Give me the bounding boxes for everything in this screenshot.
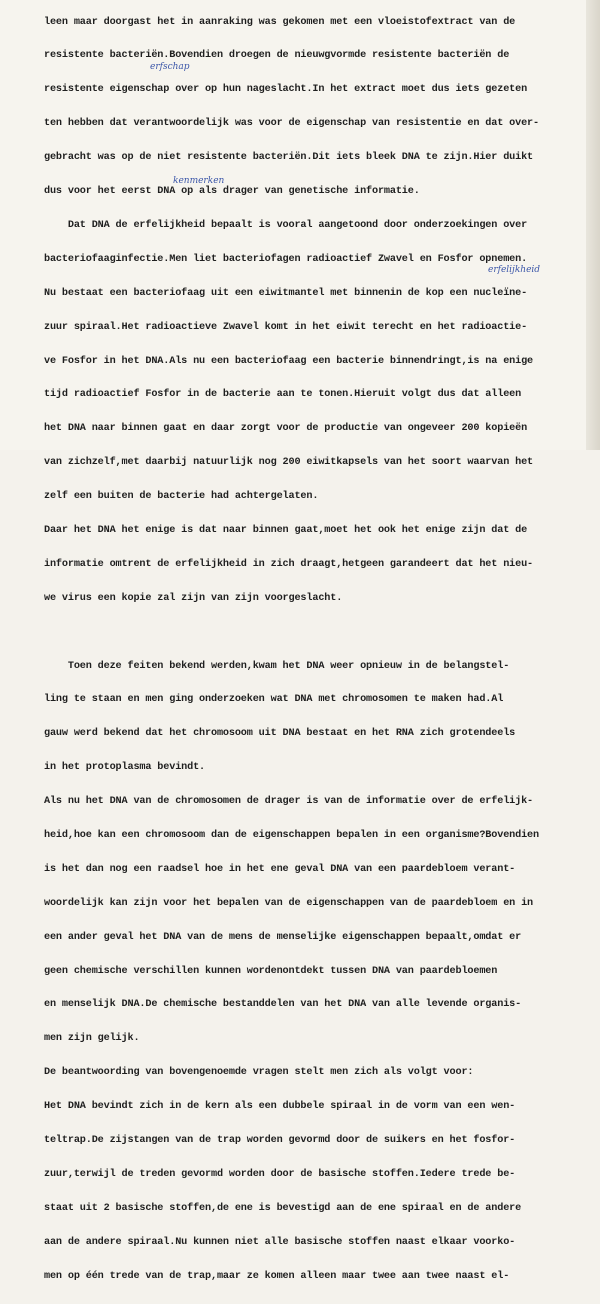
text-line: ten hebben dat verantwoordelijk was voor de eigenschap van resistentie en dat over- (44, 118, 539, 130)
text-line: heid,hoe kan een chromosoom dan de eigenschappen bepalen in een organisme?Bovendien (44, 829, 539, 841)
text-line: zuur,terwijl de treden gevormd worden door de basische stoffen.Iedere trede be- (44, 1168, 516, 1180)
text-line: het DNA naar binnen gaat en daar zorgt voor de productie van ongeveer 200 kopieën (44, 423, 528, 435)
text-line: en menselijk DNA.De chemische bestanddelen van het DNA van alle levende organis- (44, 999, 522, 1011)
text-line: bacteriofaaginfectie.Men liet bacteriofagen radioactief Zwavel en Fosfor opnemen. (44, 253, 528, 265)
text-line: Nu bestaat een bacteriofaag uit een eiwitmantel met binnenin de kop een nucleïne- (44, 287, 528, 299)
text-line: tijd radioactief Fosfor in de bacterie aan te tonen.Hieruit volgt dus dat alleen (44, 389, 522, 401)
text-line: resistente bacteriën.Bovendien droegen de nieuwgvormde resistente bacteriën de (44, 50, 510, 62)
text-line: men op één trede van de trap,maar ze komen alleen maar twee aan twee naast el- (44, 1270, 510, 1282)
text-line: geen chemische verschillen kunnen wordenontdekt tussen DNA van paardebloemen (44, 965, 498, 977)
handwritten-note: erfelijkheid (488, 265, 541, 275)
text-line: zelf een buiten de bacterie had achtergelaten. (44, 491, 319, 503)
text-line: Dat DNA de erfelijkheid bepaalt is vooral aangetoond door onderzoekingen over (44, 219, 528, 231)
text-line: woordelijk kan zijn voor het bepalen van de eigenschappen van de paardebloem en in (44, 897, 534, 909)
text-line: ve Fosfor in het DNA.Als nu een bacteriofaag een bacterie binnendringt,is na enige (44, 355, 534, 367)
text-line: gebracht was op de niet resistente bacteriën.Dit iets bleek DNA te zijn.Hier duikt (44, 152, 534, 164)
text-line: informatie omtrent de erfelijkheid in zich draagt,hetgeen garandeert dat het nieu- (44, 558, 534, 570)
text-line: we virus een kopie zal zijn van zijn voorgeslacht. (44, 592, 343, 604)
page-edge (586, 0, 600, 450)
text-line: Als nu het DNA van de chromosomen de drager is van de informatie over de erfelijk- (44, 796, 534, 808)
text-line: teltrap.De zijstangen van de trap worden gevormd door de suikers en het fosfor- (44, 1134, 516, 1146)
text-line: in het protoplasma bevindt. (44, 762, 206, 774)
typewritten-text (44, 0, 592, 1304)
text-line: Toen deze feiten bekend werden,kwam het DNA weer opnieuw in de belangstel- (44, 660, 510, 672)
text-line: ling te staan en men ging onderzoeken wat DNA met chromosomen te maken had.Al (44, 694, 504, 706)
text-line: gauw werd bekend dat het chromosoom uit DNA bestaat en het RNA zich grotendeels (44, 728, 516, 740)
text-line: resistente eigenschap over op hun nageslacht.In het extract moet dus iets gezeten (44, 84, 528, 96)
text-line: Het DNA bevindt zich in de kern als een dubbele spiraal in de vorm van een wen- (44, 1101, 516, 1113)
handwritten-note: kenmerken (173, 176, 225, 186)
text-line: aan de andere spiraal.Nu kunnen niet alle basische stoffen naast elkaar voorko- (44, 1236, 516, 1248)
text-line: is het dan nog een raadsel hoe in het ene geval DNA van een paardebloem verant- (44, 863, 516, 875)
text-line: leen maar doorgast het in aanraking was gekomen met een vloeistofextract van de (44, 16, 516, 28)
text-line: dus voor het eerst DNA op als drager van genetische informatie. (44, 186, 420, 198)
text-line: staat uit 2 basische stoffen,de ene is bevestigd aan de ene spiraal en de andere (44, 1202, 522, 1214)
text-line: een ander geval het DNA van de mens de menselijke eigenschappen bepaalt,omdat er (44, 931, 522, 943)
text-line: De beantwoording van bovengenoemde vragen stelt men zich als volgt voor: (44, 1067, 474, 1079)
text-line: van zichzelf,met daarbij natuurlijk nog 200 eiwitkapsels van het soort waarvan het (44, 457, 534, 469)
text-line: zuur spiraal.Het radioactieve Zwavel komt in het eiwit terecht en het radioactie- (44, 321, 528, 333)
text-line: men zijn gelijk. (44, 1033, 140, 1045)
paragraph-gap (44, 627, 592, 638)
text-line: Daar het DNA het enige is dat naar binnen gaat,moet het ook het enige zijn dat de (44, 524, 528, 536)
handwritten-note: erfschap (150, 62, 190, 72)
